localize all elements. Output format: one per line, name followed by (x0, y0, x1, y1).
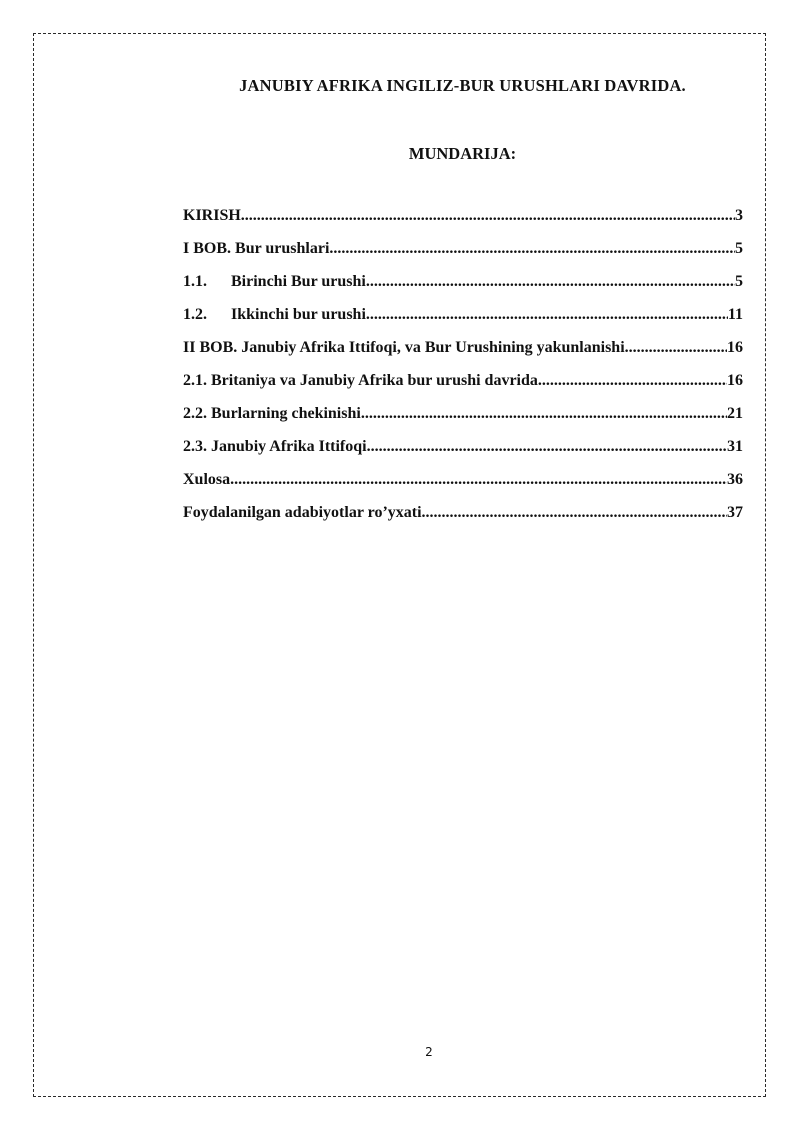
toc-entry-label: Ikkinchi bur urushi (231, 306, 366, 323)
toc-dot-leader (422, 500, 727, 526)
toc-entry-1-1[interactable] (183, 269, 743, 302)
toc-entry-page: 3 (735, 207, 743, 224)
toc-entry-page: 5 (735, 273, 743, 290)
toc-entry-label: Foydalanilgan adabiyotlar ro’yxati (183, 504, 422, 521)
toc-entry-label: Xulosa (183, 471, 231, 488)
toc-entry-label: KIRISH (183, 207, 241, 224)
toc-entry-label: 2.1. Britaniya va Janubiy Afrika bur urushi davrida (183, 372, 538, 389)
page-number: 2 (425, 1045, 433, 1059)
toc-dot-leader (625, 335, 727, 361)
document-title: JANUBIY AFRIKA INGILIZ-BUR URUSHLARI DAVRIDA. (239, 76, 686, 95)
toc-entry-page: 31 (727, 438, 743, 455)
toc-entry-2-2[interactable] (183, 401, 743, 434)
page-border (33, 33, 766, 1097)
toc-entry-chapter-2[interactable] (183, 335, 743, 368)
toc-entry-page: 37 (727, 504, 743, 521)
toc-entry-label: Birinchi Bur urushi (231, 273, 366, 290)
toc-entry-label: I BOB. Bur urushlari (183, 240, 330, 257)
toc-heading: MUNDARIJA: (408, 144, 517, 163)
table-of-contents (183, 203, 743, 533)
toc-entry-number: 1.2. (183, 306, 207, 323)
toc-entry-chapter-1[interactable] (183, 236, 743, 269)
toc-entry-page: 11 (727, 306, 743, 323)
toc-entry-1-2[interactable] (183, 302, 743, 335)
toc-entry-label: II BOB. Janubiy Afrika Ittifoqi, va Bur Urushining yakunlanishi (183, 339, 625, 356)
toc-entry-page: 21 (727, 405, 743, 422)
toc-entry-2-3[interactable] (183, 434, 743, 467)
toc-dot-leader (230, 467, 727, 493)
toc-entry-references[interactable] (183, 500, 743, 533)
toc-entry-page: 5 (735, 240, 743, 257)
toc-dot-leader (366, 302, 728, 328)
toc-dot-leader (367, 434, 727, 460)
toc-dot-leader (361, 401, 727, 427)
toc-dot-leader (241, 203, 735, 229)
toc-entry-page: 16 (727, 339, 743, 356)
toc-entry-kirish[interactable] (183, 203, 743, 236)
toc-dot-leader (538, 368, 727, 394)
toc-entry-xulosa[interactable] (183, 467, 743, 500)
toc-entry-page: 16 (727, 372, 743, 389)
toc-entry-2-1[interactable] (183, 368, 743, 401)
toc-entry-label: 2.3. Janubiy Afrika Ittifoqi (183, 438, 367, 455)
toc-entry-number: 1.1. (183, 273, 207, 290)
toc-dot-leader (329, 236, 735, 262)
toc-dot-leader (366, 269, 735, 295)
toc-entry-label: 2.2. Burlarning chekinishi (183, 405, 361, 422)
toc-entry-page: 36 (727, 471, 743, 488)
